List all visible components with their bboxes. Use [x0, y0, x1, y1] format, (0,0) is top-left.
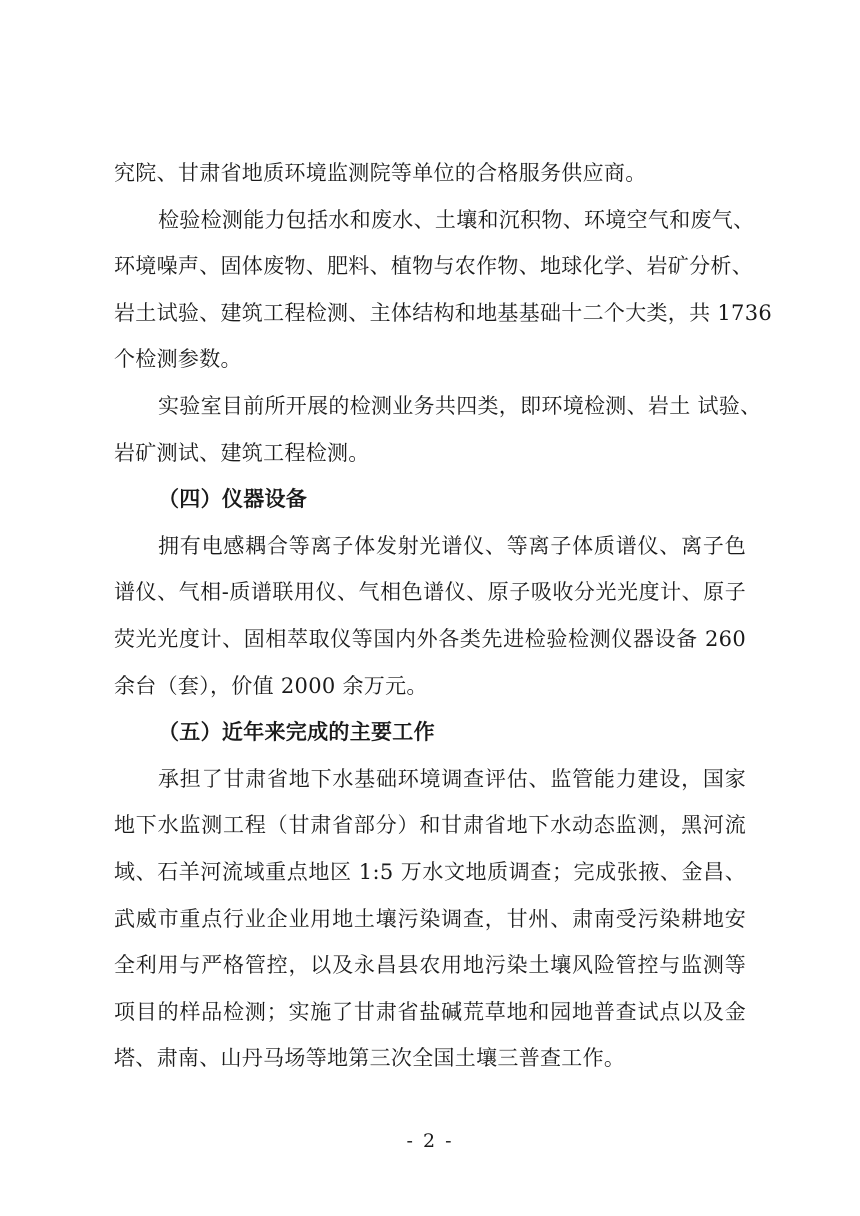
- paragraph-line: 谱仪、气相-质谱联用仪、气相色谱仪、原子吸收分光光度计、原子: [114, 580, 746, 605]
- paragraph-line: 岩土试验、建筑工程检测、主体结构和地基基础十二个大类，共 1736: [114, 300, 773, 325]
- body-text: [114, 150, 773, 1082]
- paragraph-line: 荧光光度计、固相萃取仪等国内外各类先进检验检测仪器设备 260: [114, 626, 746, 651]
- paragraph-line: 余台（套），价值 2000 余万元。: [114, 673, 428, 698]
- paragraph-line: 承担了甘肃省地下水基础环境调查评估、监管能力建设，国家: [158, 766, 746, 791]
- paragraph-line: 武威市重点行业企业用地土壤污染调查，甘州、肃南受污染耕地安: [114, 906, 746, 931]
- page-number: - 2 -: [406, 1130, 454, 1152]
- paragraph-line: 全利用与严格管控，以及永昌县农用地污染土壤风险管控与监测等: [114, 953, 746, 978]
- section-heading: （五）近年来完成的主要工作: [158, 720, 435, 745]
- paragraph-line: 环境噪声、固体废物、肥料、植物与农作物、地球化学、岩矿分析、: [114, 254, 753, 279]
- paragraph-line: 检验检测能力包括水和废水、土壤和沉积物、环境空气和废气、: [158, 207, 755, 232]
- paragraph-line: 个检测参数。: [114, 347, 242, 372]
- section-heading: （四）仪器设备: [158, 487, 308, 512]
- paragraph-line: 岩矿测试、建筑工程检测。: [114, 440, 370, 465]
- paragraph-line: 域、石羊河流域重点地区 1:5 万水文地质调查；完成张掖、金昌、: [114, 859, 746, 884]
- paragraph-line: 拥有电感耦合等离子体发射光谱仪、等离子体质谱仪、离子色: [158, 533, 746, 558]
- paragraph-line: 塔、肃南、山丹马场等地第三次全国土壤三普查工作。: [114, 1046, 626, 1071]
- paragraph-line: 项目的样品检测；实施了甘肃省盐碱荒草地和园地普查试点以及金: [114, 999, 746, 1024]
- paragraph-line: 地下水监测工程（甘肃省部分）和甘肃省地下水动态监测，黑河流: [114, 813, 746, 838]
- paragraph-line: 实验室目前所开展的检测业务共四类，即环境检测、岩土 试验、: [158, 393, 762, 418]
- paragraph-line: 究院、甘肃省地质环境监测院等单位的合格服务供应商。: [114, 161, 647, 185]
